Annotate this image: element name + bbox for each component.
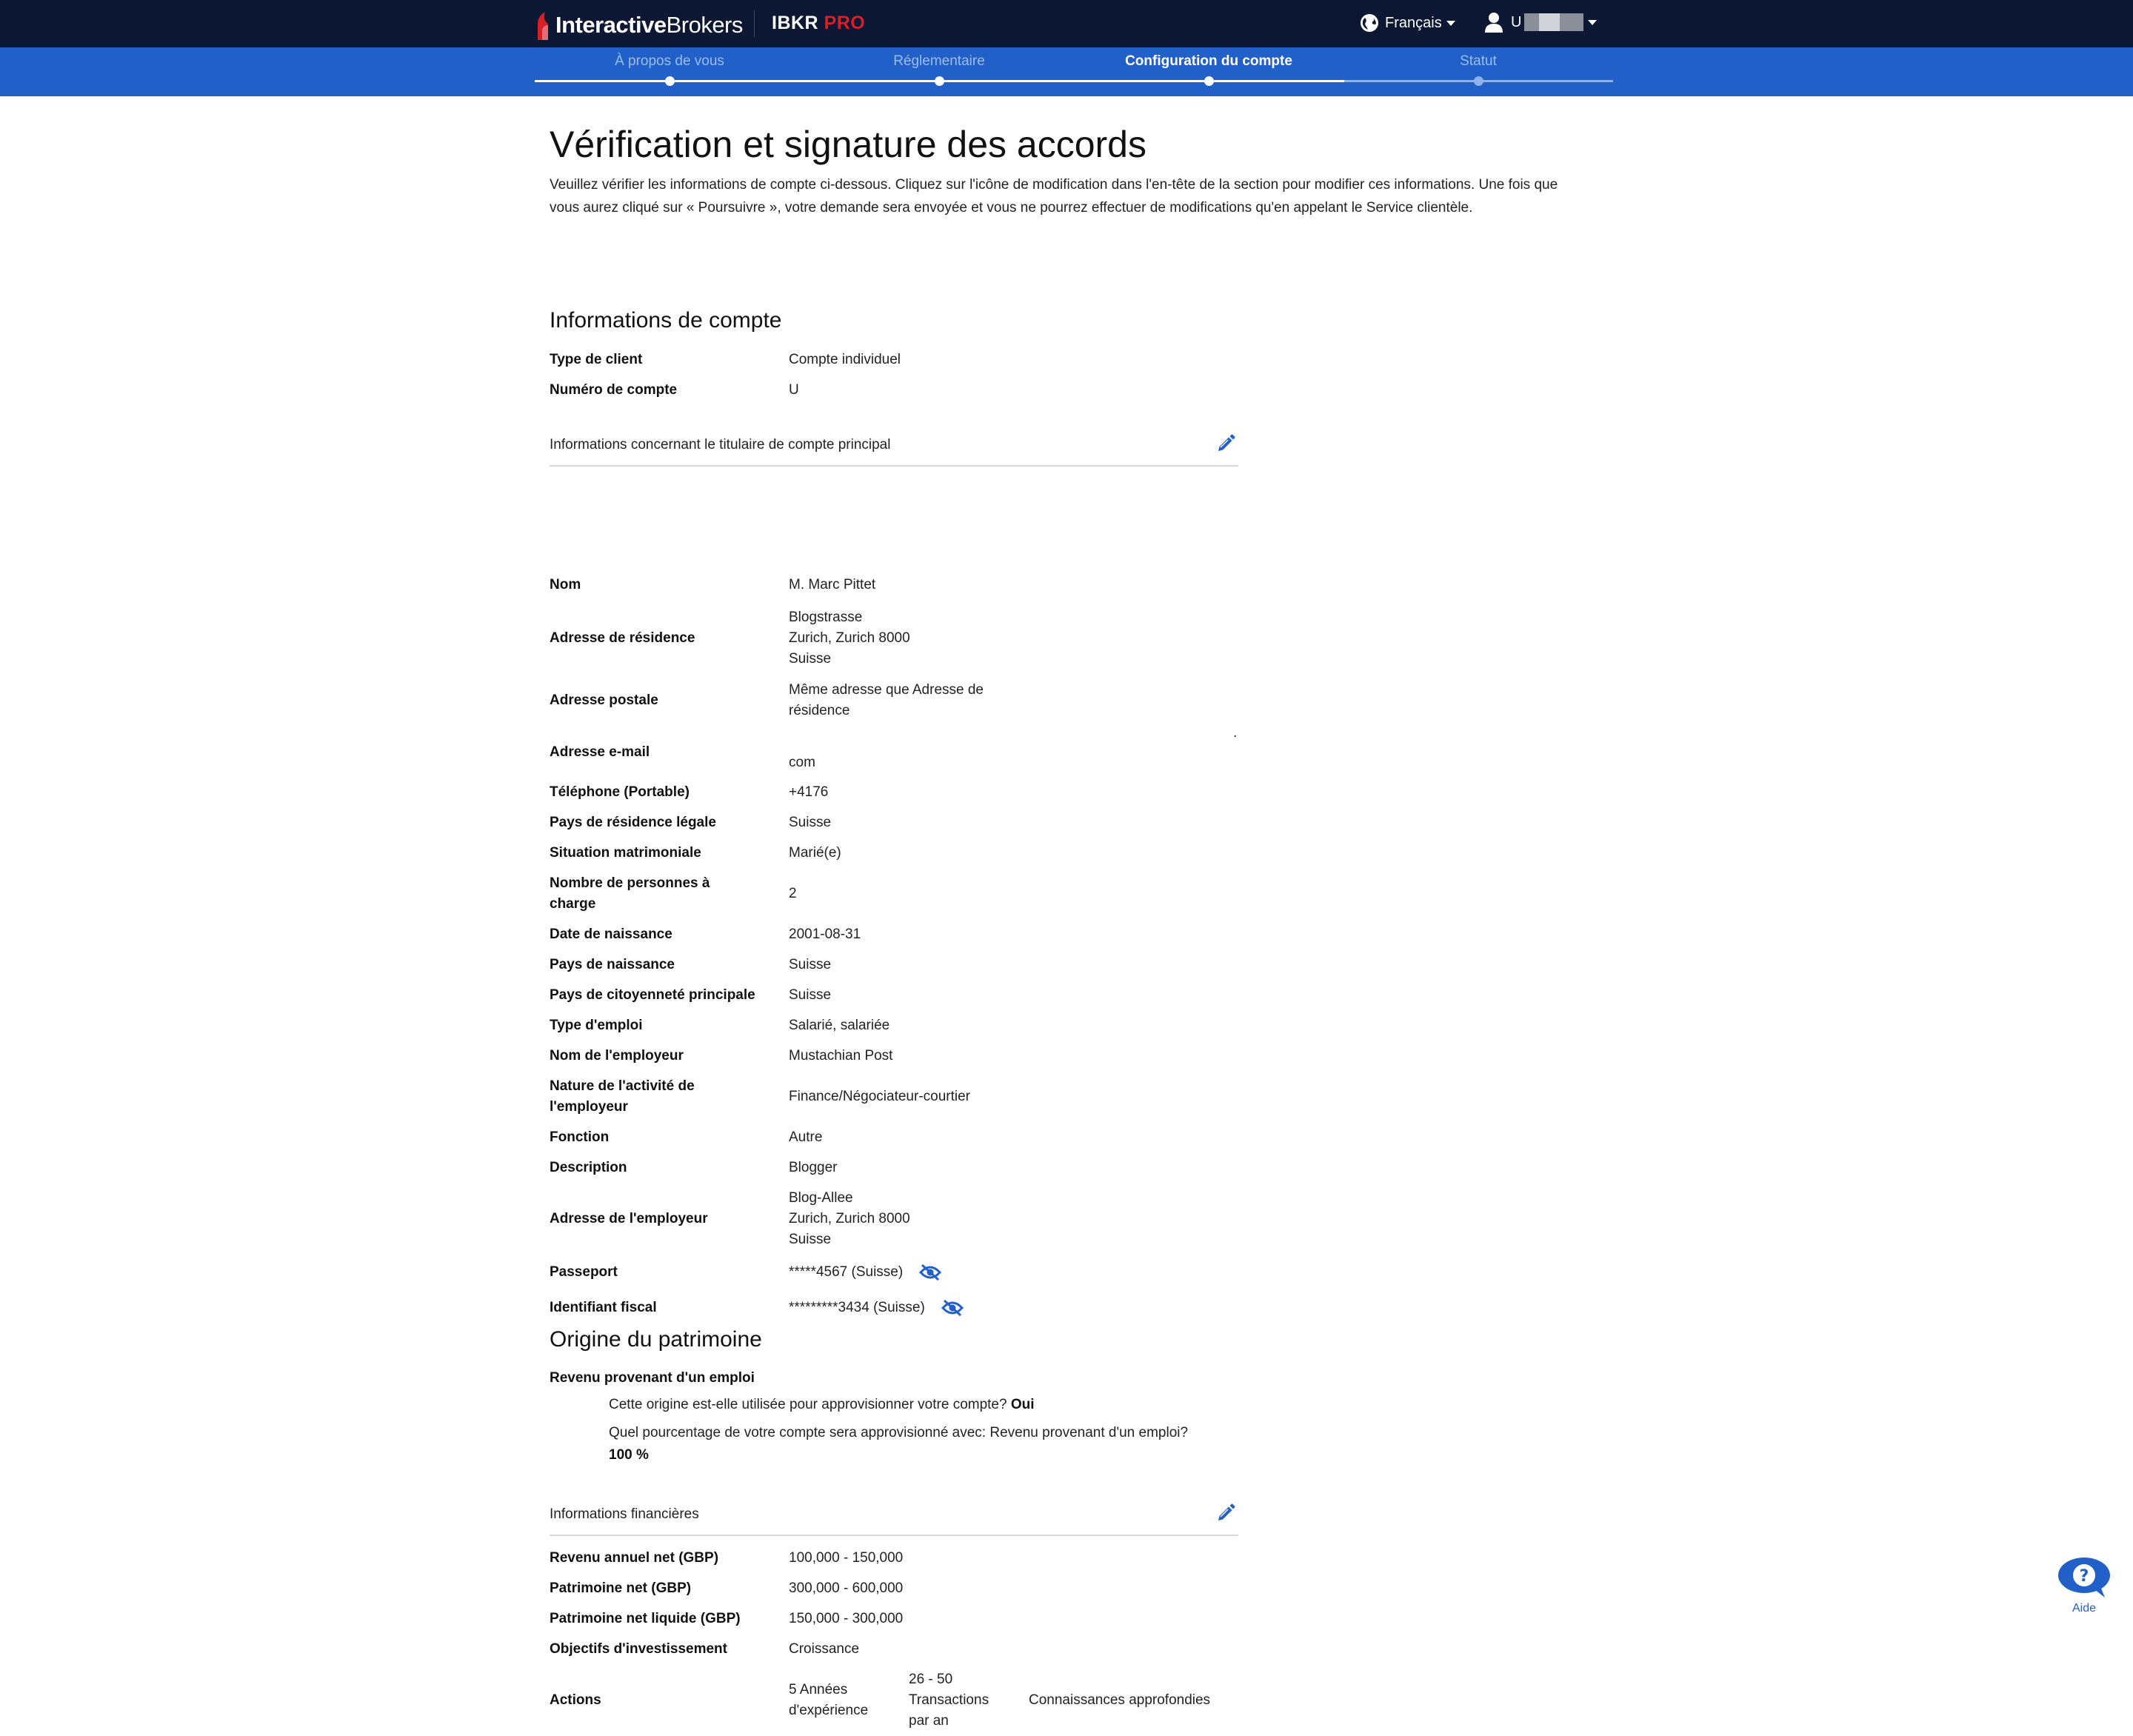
- step-dot-status: [1474, 76, 1483, 86]
- net-worth-value: 300,000 - 600,000: [789, 1580, 904, 1596]
- dependents-label: Nombre de personnes à charge: [550, 875, 710, 912]
- wealth-source-label: Revenu provenant d'un emploi: [550, 1370, 755, 1386]
- masked-user-id: [1524, 13, 1583, 31]
- chevron-down-icon: [1446, 21, 1455, 26]
- employment-type-value: Salarié, salariée: [789, 1018, 890, 1033]
- citizenship-label: Pays de citoyenneté principale: [550, 987, 755, 1003]
- progress-stepper: [0, 47, 2133, 96]
- help-button[interactable]: [2057, 1557, 2111, 1616]
- legal-country-value: Suisse: [789, 815, 832, 830]
- liquid-value: 150,000 - 300,000: [789, 1611, 904, 1626]
- help-label: Aide: [2072, 1602, 2097, 1615]
- employer-activity-label: Nature de l'activité de l'employeur: [550, 1078, 695, 1115]
- step-dot-regulatory: [935, 76, 944, 86]
- step-about-you[interactable]: À propos de vous: [615, 53, 724, 69]
- function-label: Fonction: [550, 1129, 610, 1145]
- user-id: U: [1511, 13, 1522, 30]
- step-dot-about-you: [665, 76, 675, 86]
- stocks-label: Actions: [550, 1692, 601, 1708]
- stocks-trades: 26 - 50 Transactions par an: [909, 1672, 989, 1729]
- user-icon: [1484, 12, 1503, 33]
- marital-label: Situation matrimoniale: [550, 845, 701, 861]
- employer-address-label: Adresse de l'employeur: [550, 1211, 708, 1226]
- financial-section-header: [550, 1502, 1238, 1536]
- wealth-answer-2: 100 %: [609, 1447, 649, 1463]
- language-label: Français: [1385, 14, 1442, 31]
- liquid-label: Patrimoine net liquide (GBP): [550, 1611, 741, 1626]
- legal-country-label: Pays de résidence légale: [550, 815, 716, 830]
- tax-id-value: *********3434 (Suisse): [789, 1298, 1159, 1318]
- wealth-question-1: Cette origine est-elle utilisée pour approvisionner votre compte? Oui: [609, 1397, 1035, 1412]
- employer-label: Nom de l'employeur: [550, 1048, 684, 1064]
- language-selector[interactable]: [1360, 12, 1455, 34]
- eye-slash-icon[interactable]: [919, 1263, 941, 1281]
- top-navbar: [0, 0, 2133, 47]
- ib-flame-icon: [535, 10, 551, 40]
- edit-pencil-icon[interactable]: [1216, 434, 1235, 453]
- employer-activity-value: Finance/Négociateur-courtier: [789, 1089, 971, 1104]
- user-menu[interactable]: [1484, 10, 1597, 34]
- residence-value: Blogstrasse Zurich, Zurich 8000 Suisse: [789, 610, 910, 667]
- name-label: Nom: [550, 577, 581, 592]
- marital-value: Marié(e): [789, 845, 841, 861]
- step-status: Statut: [1460, 53, 1497, 69]
- edit-pencil-icon[interactable]: [1216, 1503, 1235, 1523]
- income-value: 100,000 - 150,000: [789, 1550, 904, 1566]
- phone-label: Téléphone (Portable): [550, 784, 690, 800]
- description-label: Description: [550, 1160, 627, 1175]
- financial-section-title: Informations financières: [550, 1506, 699, 1522]
- eye-slash-icon[interactable]: [941, 1299, 964, 1317]
- page-intro: Veuillez vérifier les informations de compte ci-dessous. Cliquez sur l'icône de modification dans l'en-tête de la section pour modifier ces informations. Une fois que vous aurez cliqué sur « Poursuivre », votre demande sera envoyée et vous ne pourrez effectuer de modifications qu'en appelant le Service clientèle.: [550, 177, 1558, 216]
- client-type-value: Compte individuel: [789, 352, 901, 367]
- step-regulatory[interactable]: Réglementaire: [893, 53, 985, 69]
- income-label: Revenu annuel net (GBP): [550, 1550, 719, 1566]
- phone-value: +4176: [789, 784, 829, 800]
- product-name: IBKR PRO: [772, 13, 866, 33]
- wealth-origin-title: Origine du patrimoine: [550, 1327, 762, 1352]
- residence-label: Adresse de résidence: [550, 630, 695, 646]
- net-worth-label: Patrimoine net (GBP): [550, 1580, 692, 1596]
- employer-address-value: Blog-Allee Zurich, Zurich 8000 Suisse: [789, 1190, 910, 1247]
- employment-type-label: Type d'emploi: [550, 1018, 643, 1033]
- wealth-answer-1: Oui: [1010, 1397, 1035, 1412]
- stocks-experience: 5 Années d'expérience: [789, 1682, 869, 1718]
- globe-icon: [1360, 13, 1379, 33]
- brand-name: InteractiveBrokers: [555, 12, 743, 38]
- email-label: Adresse e-mail: [550, 744, 650, 760]
- help-bubble-icon: [2057, 1557, 2111, 1598]
- employer-value: Mustachian Post: [789, 1048, 893, 1064]
- page-title: Vérification et signature des accords: [550, 124, 1146, 165]
- chevron-down-icon: [1588, 20, 1597, 25]
- holder-section-title: Informations concernant le titulaire de compte principal: [550, 437, 891, 453]
- step-account-config[interactable]: Configuration du compte: [1125, 53, 1292, 69]
- dependents-value: 2: [789, 886, 797, 901]
- client-type-label: Type de client: [550, 352, 643, 367]
- postal-label: Adresse postale: [550, 692, 658, 708]
- birth-country-label: Pays de naissance: [550, 957, 675, 972]
- logo-divider: [754, 10, 755, 37]
- wealth-question-2: Quel pourcentage de votre compte sera approvisionné avec: Revenu provenant d'un emploi? 100 %: [609, 1425, 1189, 1463]
- tax-id-label: Identifiant fiscal: [550, 1300, 657, 1315]
- objectives-label: Objectifs d'investissement: [550, 1641, 727, 1657]
- holder-section-header: [550, 433, 1238, 467]
- passport-label: Passeport: [550, 1264, 618, 1280]
- birth-country-value: Suisse: [789, 957, 832, 972]
- stocks-knowledge: Connaissances approfondies: [1029, 1692, 1211, 1708]
- passport-value: *****4567 (Suisse): [789, 1262, 1159, 1283]
- postal-value: Même adresse que Adresse de résidence: [789, 682, 984, 718]
- birth-date-value: 2001-08-31: [789, 927, 861, 942]
- description-value: Blogger: [789, 1160, 838, 1175]
- name-value: M. Marc Pittet: [789, 577, 876, 592]
- function-value: Autre: [789, 1129, 823, 1145]
- brand-logo[interactable]: [535, 9, 743, 41]
- step-dot-account-config: [1204, 76, 1214, 86]
- birth-date-label: Date de naissance: [550, 927, 672, 942]
- account-info-title: Informations de compte: [550, 308, 782, 333]
- citizenship-value: Suisse: [789, 987, 832, 1003]
- objectives-value: Croissance: [789, 1641, 860, 1657]
- help-glyph: ?: [2079, 1567, 2089, 1586]
- row-stocks: [550, 1669, 1238, 1736]
- account-number-label: Numéro de compte: [550, 382, 678, 398]
- account-number-value: U: [789, 382, 799, 398]
